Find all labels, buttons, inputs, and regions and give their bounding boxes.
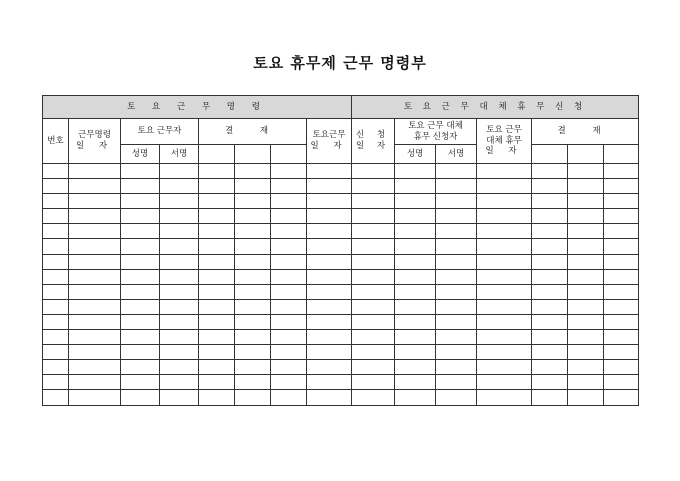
table-row [43,284,639,299]
table-cell[interactable] [43,284,69,299]
table-cell[interactable] [271,254,307,269]
approval-box [568,145,604,164]
approval-box [532,145,568,164]
header-apply-date-line1: 신 청 [355,130,391,141]
table-cell[interactable] [43,345,69,360]
table-cell[interactable] [121,179,160,194]
table-cell[interactable] [160,194,199,209]
table-cell[interactable] [43,164,69,179]
table-cell[interactable] [477,239,532,254]
table-cell[interactable] [121,345,160,360]
table-cell[interactable] [271,284,307,299]
table-cell[interactable] [395,239,436,254]
table-cell[interactable] [604,224,639,239]
table-cell[interactable] [235,254,271,269]
table-cell[interactable] [352,345,395,360]
table-cell[interactable] [199,390,235,405]
table-cell[interactable] [436,360,477,375]
table-cell[interactable] [235,269,271,284]
table-cell[interactable] [352,239,395,254]
table-cell[interactable] [568,209,604,224]
table-cell[interactable] [307,194,352,209]
table-cell[interactable] [69,269,121,284]
table-cell[interactable] [199,299,235,314]
table-cell[interactable] [43,254,69,269]
table-cell[interactable] [307,224,352,239]
header-name-2: 성명 [395,145,436,164]
table-cell[interactable] [307,179,352,194]
header-applicant-line2: 휴무 신청자 [413,131,458,142]
header-order-date [69,119,121,164]
table-cell[interactable] [568,239,604,254]
table-cell[interactable] [43,330,69,345]
table-cell[interactable] [477,390,532,405]
table-cell[interactable] [352,209,395,224]
header-saturday-work-date-line2: 일 자 [310,141,348,151]
table-cell[interactable] [395,330,436,345]
table-cell[interactable] [568,314,604,329]
table-cell[interactable] [568,299,604,314]
table-cell[interactable] [69,209,121,224]
table-row [43,179,639,194]
table-cell[interactable] [235,299,271,314]
table-cell[interactable] [160,224,199,239]
table-row [43,164,639,179]
table-cell[interactable] [121,314,160,329]
table-cell[interactable] [436,194,477,209]
table-cell[interactable] [199,209,235,224]
table-cell[interactable] [352,390,395,405]
table-cell[interactable] [271,299,307,314]
table-cell[interactable] [199,375,235,390]
table-cell[interactable] [604,345,639,360]
table-cell[interactable] [352,375,395,390]
table-cell[interactable] [436,239,477,254]
table-cell[interactable] [160,330,199,345]
table-cell[interactable] [69,375,121,390]
table-cell[interactable] [477,269,532,284]
table-cell[interactable] [568,360,604,375]
table-cell[interactable] [604,299,639,314]
table-cell[interactable] [121,330,160,345]
table-cell[interactable] [307,360,352,375]
table-cell[interactable] [604,269,639,284]
table-cell[interactable] [69,224,121,239]
table-cell[interactable] [532,269,568,284]
table-cell[interactable] [568,390,604,405]
table-cell[interactable] [43,375,69,390]
table-cell[interactable] [436,284,477,299]
table-cell[interactable] [568,194,604,209]
table-cell[interactable] [532,194,568,209]
table-cell[interactable] [477,254,532,269]
header-applicant-line1: 토요 근무 대체 [408,120,463,131]
table-cell[interactable] [271,224,307,239]
table-cell[interactable] [121,194,160,209]
table-row [43,194,639,209]
table-cell[interactable] [568,179,604,194]
table-cell[interactable] [235,284,271,299]
table-cell[interactable] [121,375,160,390]
table-cell[interactable] [271,179,307,194]
table-cell[interactable] [235,390,271,405]
header-number: 번호 [43,119,69,164]
table-cell[interactable] [532,224,568,239]
table-cell[interactable] [235,314,271,329]
table-cell[interactable] [352,314,395,329]
table-cell[interactable] [436,345,477,360]
table-cell[interactable] [604,254,639,269]
header-saturday-work-date [307,119,352,164]
table-row [43,314,639,329]
table-cell[interactable] [160,269,199,284]
header-signature: 서명 [160,145,199,164]
table-cell[interactable] [477,299,532,314]
table-cell[interactable] [235,194,271,209]
table-cell[interactable] [160,360,199,375]
table-cell[interactable] [69,239,121,254]
table-cell[interactable] [307,375,352,390]
table-row [43,299,639,314]
table-cell[interactable] [436,164,477,179]
header-substitute-date-line3: 일 자 [485,146,523,157]
table-cell[interactable] [160,209,199,224]
table-cell[interactable] [395,314,436,329]
table-cell[interactable] [43,224,69,239]
table-cell[interactable] [121,254,160,269]
table-cell[interactable] [199,194,235,209]
ledger-table [42,95,639,406]
table-cell[interactable] [568,330,604,345]
table-cell[interactable] [604,360,639,375]
table-cell[interactable] [477,314,532,329]
header-substitute-date-line1: 토요 근무 [486,125,522,136]
table-cell[interactable] [69,164,121,179]
table-row [43,360,639,375]
table-cell[interactable] [271,330,307,345]
table-cell[interactable] [69,360,121,375]
table-cell[interactable] [199,254,235,269]
table-cell[interactable] [568,375,604,390]
table-cell[interactable] [235,224,271,239]
header-saturday-work-date-line1: 토요근무 [312,130,346,141]
table-cell[interactable] [121,224,160,239]
table-cell[interactable] [43,194,69,209]
table-cell[interactable] [395,164,436,179]
table-cell[interactable] [436,314,477,329]
table-cell[interactable] [69,314,121,329]
header-apply-date-line2: 일 자 [355,141,391,151]
table-cell[interactable] [477,164,532,179]
header-applicant [395,119,477,145]
table-cell[interactable] [69,254,121,269]
table-cell[interactable] [477,284,532,299]
table-row [43,345,639,360]
header-substitute-date-line2: 대체 휴무 [486,135,522,146]
table-cell[interactable] [121,164,160,179]
table-row [43,390,639,405]
table-cell[interactable] [352,284,395,299]
table-cell[interactable] [436,224,477,239]
table-cell[interactable] [477,375,532,390]
header-apply-date [352,119,395,164]
table-cell[interactable] [568,224,604,239]
table-cell[interactable] [532,345,568,360]
table-cell[interactable] [160,254,199,269]
table-cell[interactable] [69,194,121,209]
table-cell[interactable] [69,330,121,345]
table-cell[interactable] [307,330,352,345]
table-cell[interactable] [307,164,352,179]
table-cell[interactable] [307,239,352,254]
table-cell[interactable] [160,239,199,254]
table-cell[interactable] [199,179,235,194]
table-cell[interactable] [271,360,307,375]
header-signature-2: 서명 [436,145,477,164]
approval-box [199,145,235,164]
table-cell[interactable] [69,179,121,194]
table-cell[interactable] [436,330,477,345]
table-cell[interactable] [395,375,436,390]
table-cell[interactable] [568,269,604,284]
table-cell[interactable] [199,360,235,375]
table-cell[interactable] [235,345,271,360]
table-cell[interactable] [43,209,69,224]
table-cell[interactable] [160,375,199,390]
table-cell[interactable] [477,360,532,375]
table-cell[interactable] [477,194,532,209]
table-cell[interactable] [271,194,307,209]
table-cell[interactable] [395,345,436,360]
table-cell[interactable] [395,209,436,224]
table-cell[interactable] [352,164,395,179]
approval-box [235,145,271,164]
table-cell[interactable] [307,345,352,360]
table-cell[interactable] [395,179,436,194]
table-cell[interactable] [395,390,436,405]
table-cell[interactable] [532,299,568,314]
table-cell[interactable] [199,164,235,179]
header-order-date-line2: 일 자 [75,141,114,151]
table-cell[interactable] [121,360,160,375]
table-cell[interactable] [271,375,307,390]
table-cell[interactable] [604,284,639,299]
table-cell[interactable] [307,284,352,299]
table-cell[interactable] [199,224,235,239]
table-cell[interactable] [69,390,121,405]
approval-box [604,145,639,164]
table-cell[interactable] [271,164,307,179]
table-cell[interactable] [69,345,121,360]
table-cell[interactable] [160,179,199,194]
header-name: 성명 [121,145,160,164]
table-cell[interactable] [532,254,568,269]
table-cell[interactable] [43,299,69,314]
table-cell[interactable] [604,390,639,405]
table-cell[interactable] [352,360,395,375]
table-cell[interactable] [307,390,352,405]
table-cell[interactable] [604,330,639,345]
table-cell[interactable] [235,330,271,345]
table-cell[interactable] [477,330,532,345]
table-cell[interactable] [199,345,235,360]
table-cell[interactable] [307,314,352,329]
table-cell[interactable] [532,314,568,329]
table-cell[interactable] [271,239,307,254]
header-saturday-worker: 토요 근무자 [121,119,199,145]
table-cell[interactable] [532,209,568,224]
table-cell[interactable] [532,284,568,299]
table-cell[interactable] [604,194,639,209]
table-cell[interactable] [568,284,604,299]
table-cell[interactable] [199,239,235,254]
table-cell[interactable] [477,345,532,360]
table-cell[interactable] [532,239,568,254]
table-cell[interactable] [477,224,532,239]
header-approval-2: 결 재 [532,119,639,145]
table-cell[interactable] [43,390,69,405]
table-cell[interactable] [235,179,271,194]
table-cell[interactable] [395,254,436,269]
table-cell[interactable] [121,299,160,314]
table-cell[interactable] [199,330,235,345]
table-cell[interactable] [271,390,307,405]
table-cell[interactable] [604,179,639,194]
table-cell[interactable] [532,390,568,405]
table-cell[interactable] [436,390,477,405]
approval-box [271,145,307,164]
table-cell[interactable] [121,239,160,254]
table-cell[interactable] [271,209,307,224]
section-header-work-order: 토 요 근 무 명 령 [43,96,352,119]
table-cell[interactable] [352,254,395,269]
table-cell[interactable] [568,164,604,179]
table-cell[interactable] [395,299,436,314]
table-cell[interactable] [307,269,352,284]
table-cell[interactable] [235,209,271,224]
table-cell[interactable] [235,164,271,179]
table-cell[interactable] [160,299,199,314]
table-row [43,330,639,345]
table-cell[interactable] [395,194,436,209]
table-cell[interactable] [307,299,352,314]
table-cell[interactable] [436,209,477,224]
table-cell[interactable] [436,299,477,314]
table-cell[interactable] [121,390,160,405]
table-cell[interactable] [160,390,199,405]
table-cell[interactable] [477,179,532,194]
table-cell[interactable] [160,164,199,179]
table-cell[interactable] [395,360,436,375]
table-cell[interactable] [43,179,69,194]
table-cell[interactable] [477,209,532,224]
table-cell[interactable] [604,239,639,254]
table-cell[interactable] [436,254,477,269]
header-substitute-date [477,119,532,164]
table-cell[interactable] [532,179,568,194]
table-cell[interactable] [532,375,568,390]
table-cell[interactable] [395,269,436,284]
table-cell[interactable] [532,330,568,345]
table-cell[interactable] [69,284,121,299]
table-cell[interactable] [199,314,235,329]
table-cell[interactable] [271,345,307,360]
table-row [43,239,639,254]
table-cell[interactable] [395,224,436,239]
header-order-date-line1: 근무명령 [78,130,111,141]
table-row [43,209,639,224]
table-cell[interactable] [568,254,604,269]
table-cell[interactable] [604,164,639,179]
table-cell[interactable] [160,314,199,329]
table-cell[interactable] [121,209,160,224]
table-cell[interactable] [271,314,307,329]
table-cell[interactable] [604,209,639,224]
table-cell[interactable] [43,314,69,329]
table-cell[interactable] [43,239,69,254]
table-cell[interactable] [352,299,395,314]
header-approval: 결 재 [199,119,307,145]
table-cell[interactable] [199,284,235,299]
table-cell[interactable] [307,254,352,269]
table-cell[interactable] [160,345,199,360]
table-row [43,375,639,390]
table-cell[interactable] [121,284,160,299]
table-row [43,254,639,269]
table-cell[interactable] [532,360,568,375]
table-cell[interactable] [307,209,352,224]
table-cell[interactable] [43,269,69,284]
table-cell[interactable] [121,269,160,284]
table-cell[interactable] [568,345,604,360]
document-title: 토요 휴무제 근무 명령부 [253,54,427,72]
table-cell[interactable] [235,375,271,390]
table-cell[interactable] [395,284,436,299]
table-cell[interactable] [436,269,477,284]
table-cell[interactable] [352,269,395,284]
table-row [43,224,639,239]
table-cell[interactable] [604,375,639,390]
table-row [43,269,639,284]
table-cell[interactable] [532,164,568,179]
table-cell[interactable] [69,299,121,314]
table-cell[interactable] [352,224,395,239]
table-cell[interactable] [436,179,477,194]
table-cell[interactable] [199,269,235,284]
table-cell[interactable] [235,239,271,254]
table-cell[interactable] [43,360,69,375]
table-cell[interactable] [352,330,395,345]
table-cell[interactable] [271,269,307,284]
section-header-substitute-leave: 토 요 근 무 대 체 휴 무 신 청 [352,96,639,119]
table-cell[interactable] [604,314,639,329]
table-cell[interactable] [235,360,271,375]
table-cell[interactable] [352,194,395,209]
table-cell[interactable] [436,375,477,390]
table-cell[interactable] [160,284,199,299]
table-cell[interactable] [352,179,395,194]
